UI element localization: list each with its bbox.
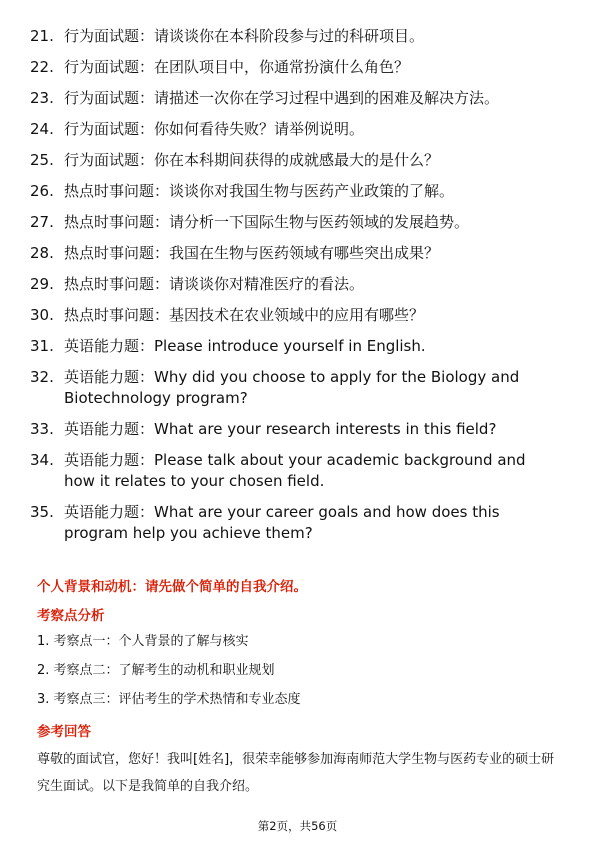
point-item: 2. 考察点二：了解考生的动机和职业规划: [37, 663, 275, 678]
question-number: 22.: [30, 58, 54, 76]
question-number: 23.: [30, 89, 54, 107]
question-number: 21.: [30, 27, 54, 45]
question-text: 行为面试题：你在本科期间获得的成就感最大的是什么？: [64, 151, 440, 169]
question-number: 32.: [30, 368, 54, 386]
question-text: 热点时事问题：谈谈你对我国生物与医药产业政策的了解。: [64, 182, 455, 200]
question-number: 26.: [30, 182, 54, 200]
point-item: 3. 考察点三：评估考生的学术热情和专业态度: [37, 692, 301, 707]
question-text: 英语能力题：What are your career goals and how does this program help you achieve them?: [64, 503, 500, 542]
question-item: [30, 88, 560, 109]
question-text: 行为面试题：你如何看待失败？请举例说明。: [64, 120, 365, 138]
question-item: [30, 243, 560, 264]
question-item: [30, 367, 560, 409]
page-footer: 第2页，共56页: [257, 819, 338, 833]
question-text: 热点时事问题：请分析一下国际生物与医药领域的发展趋势。: [64, 213, 470, 231]
question-text: 英语能力题：Please talk about your academic background and how it relates to your chosen field.: [64, 451, 526, 490]
question-number: 24.: [30, 120, 54, 138]
question-number: 28.: [30, 244, 54, 262]
question-number: 27.: [30, 213, 54, 231]
answer-paragraph: 尊敬的面试官，您好！我叫[姓名]，很荣幸能够参加海南师范大学生物与医药专业的硕士研究生面试。以下是我简单的自我介绍。: [37, 752, 555, 794]
question-item: [30, 502, 560, 544]
question-text: 行为面试题：请谈谈你在本科阶段参与过的科研项目。: [64, 27, 425, 45]
question-text: 行为面试题：请描述一次你在学习过程中遇到的困难及解决方法。: [64, 89, 500, 107]
question-item: [30, 274, 560, 295]
question-item: [30, 305, 560, 326]
question-number: 31.: [30, 337, 54, 355]
question-item: [30, 26, 560, 47]
question-number: 33.: [30, 420, 54, 438]
question-number: 30.: [30, 306, 54, 324]
question-text: 热点时事问题：基因技术在农业领域中的应用有哪些？: [64, 306, 425, 324]
question-text: 英语能力题：Please introduce yourself in English.: [64, 337, 426, 355]
question-text: 行为面试题：在团队项目中，你通常扮演什么角色？: [64, 58, 410, 76]
question-item: [30, 150, 560, 171]
question-text: 英语能力题：Why did you choose to apply for the Biology and Biotechnology program?: [64, 368, 520, 407]
question-text: 热点时事问题：请谈谈你对精准医疗的看法。: [64, 275, 365, 293]
question-list: [30, 26, 560, 554]
question-number: 25.: [30, 151, 54, 169]
analysis-title: 考察点分析: [37, 608, 105, 624]
question-item: [30, 119, 560, 140]
question-item: [30, 181, 560, 202]
point-item: 1. 考察点一：个人背景的了解与核实: [37, 634, 249, 649]
question-text: 英语能力题：What are your research interests in this field?: [64, 420, 497, 438]
question-number: 34.: [30, 451, 54, 469]
reference-title: 参考回答: [37, 724, 91, 740]
question-item: [30, 57, 560, 78]
question-item: [30, 212, 560, 233]
section-title: 个人背景和动机：请先做个简单的自我介绍。: [37, 579, 307, 595]
question-item: [30, 336, 560, 357]
question-item: [30, 450, 560, 492]
question-item: [30, 419, 560, 440]
question-number: 29.: [30, 275, 54, 293]
question-text: 热点时事问题：我国在生物与医药领域有哪些突出成果？: [64, 244, 440, 262]
question-number: 35.: [30, 503, 54, 521]
